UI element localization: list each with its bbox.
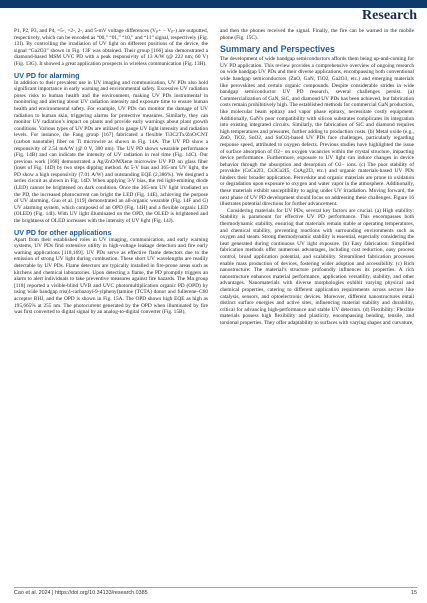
header-bar bbox=[0, 0, 427, 8]
paragraph-continued-right: and then the phones received the signal. Finally, the fire can be warned in the mobile phone (Fig. 15C). bbox=[220, 28, 414, 41]
page-number: 15 bbox=[411, 590, 417, 596]
journal-name: Research bbox=[362, 8, 417, 23]
heading-uv-pd-alarming: UV PD for alarming bbox=[14, 70, 80, 80]
heading-uv-pd-other: UV PD for other applications bbox=[14, 227, 112, 237]
paragraph-alarming: In addition to their prevalent use in UV imaging and communication, UV PDs also hold significant importance in early warning and environmental safety. Excessive UV radiation poses risks to human health and the environment, making UV PDs instrumental in monitoring and alerting about UV radiation intensity and exposure time to ensure human health and environmental safety. For example, UV PDs can monitor the damage of UV radiation to human skin, triggering alarms for protective measures. Similarly, they can monitor UV radiation’s impact on plants and provide early warnings about plant growth conditions. Various types of UV PDs are utilized to gauge UV light intensity and radiation levels. For instance, the Fang group [167] fabricated a flexible Ti3C2Tx/ZnO/CNT (carbon nanotube) fiber on Ti microwire as shown in Fig. 14A. The UV PD show a responsivity of 2.54 mA/W (@ 0 V, 300 nm). The UV PD shows wearable performance (Fig. 14B) and can indicate the intensity of UV radiation in real time (Fig. 14C). Our previous work [168] demonstrated a Ag/ZnO/MXene microwire UV PD on glass fiber (inset of Fig. 14D) by two steps dipping method. At 5-V bias and 365-nm UV light, the PD show a high responsivity (7.01 A/W) and outstanding EQE (2,386%). We designed a series circuit as shown in Fig. 14D. When applying 3-V bias, the red light-emitting diode (LED) cannot be brightened on dark condition. Once the 365-nm UV light irradiated on the PD, the increased photocurrent can bright the LED (Fig. 14E), achieving the purpose of UV alarming. Guo et al. [119] demonstrated an all-organic wearable (Fig. 14F and G) UV alarming system, which composed of an OPD (Fig. 14H) and a flexible organic LED (OLED) (Fig. 14I). With UV light illuminated on the OPD, the OLED is brightened and the brightness of OLED increases with the intensity of UV light (Fig. 14J). bbox=[14, 79, 208, 225]
paragraph-summary-2: Considering materials for UV PDs, several key factors are crucial. (a) High stability: Stability is paramount for effective UV PD performance. This encompasses both thermodynamic stability, ensuring that materials remain stable at operating temperatures, and chemical stability, preventing reactions with surrounding environments such as oxygen and steam. Strong thermodynamic stability is essential, especially considering the heat generated during continuous UV light exposure. (b) Easy fabrication: Simplified fabrication methods offer numerous advantages, including cost reduction, easy process control, broad application potential, and scalability. Streamlined fabrication processes enable mass production of devices, fostering wider adoption and accessibility. (c) Rich nanostructure: The material’s structure profoundly influences its properties. A rich nanostructure enhances material performance, application versatility, stability, and other advantages. Nanomaterials with diverse morphologies exhibit varying physical and chemical properties, catering to different application requirements across sectors like catalysis, sensors, and optoelectronic devices. Moreover, different nanostructures entail distinct surface energies and active sites, influencing material stability and durability, critical for advancing high-performance and stable UV detectors. (d) Flexibility: Flexible materials possess high flexibility and plasticity, encompassing bending, tensile, and torsional properties. They offer adaptability to surfaces with varying shapes and curvature, bbox=[220, 207, 414, 326]
footer-citation[interactable]: Cao et al. 2024 | https://doi.org/10.34133/research.0385 bbox=[14, 590, 148, 596]
paragraph-summary-1: The development of wide bandgap semiconductors affords them being up-and-coming for UV PD application. This review provides a comprehensive overview of ongoing research on wide bandgap UV PDs and their diverse applications, encompassing both conventional wide bandgap semiconductors (ZnO, GaN, TiO2, Ga2O3, etc.) and emerging materials like perovskites and certain organic compounds. Despite considerable strides in wide bandgap semiconductor UV PD research, several challenges persist. (a) Commercialization of GaN, SiC, and diamond UV PDs has been achieved, but fabrication costs remain prohibitively high. The established methods for commercial GaN production, like molecular beam epitaxy and vapor phase epitaxy, necessitate costly equipment. Additionally, GaN’s poor compatibility with silicon substrates complicates its integration into existing integrated circuits. Similarly, the fabrication of SiC and diamond requires high temperatures and pressures, further adding to production costs. (b) Metal oxide (e.g., ZnO, TiO2, SnO2, and SnO2)-based UV PDs face challenges, particularly regarding response speed, attributed to oxygen defects. Previous studies have highlighted the issue of surface absorption of O2− on oxygen vacancies within the crystal structure, impacting device performance. Furthermore, exposure to UV light can induce changes in device behavior through the absorption and desorption of O2− ions. (c) The poor stability of provskite (CsCu2I3, Cs3Cu2I5, CsAg2I3, etc.) and organic materials-based UV PDs hinders their broader application. Perovskite and organic materials are prone to oxidation or degradation upon exposure to oxygen and water vapor in the atmosphere. Additionally, these materials exhibit susceptibility to aging under UV irradiation. Moving forward, the next phase of UV PD development should focus on addressing these challenges. Figure 16 illustrates potential directions for further advancement. bbox=[220, 56, 414, 208]
page-footer bbox=[14, 590, 417, 599]
paragraph-continued: P1, P2, P3, and P4, =5-, =2-, 2-, and 5-mV voltage differences (Vₚ+ − Vₚ-) are outputted, respectively, which can be encoded as “00,” “01,” “10,” and “11” signal, respectively (Fig. 13I). By controlling the irradiation of UV light on different positions of the device, the signal “Ga2O3” shown in Fig. 13F was obtained. Their group [166] also demonstrated a diamond-based MSM UVC PD with a peak responsivity of 13 A/W (@ 222 nm; 60 V) (Fig. 13G). It showed a great application prospects in wireless communication (Fig. 13H). bbox=[14, 28, 208, 67]
paragraph-other-applications: Apart from their established roles in UV imaging, communication, and early warning systems, UV PDs find extensive utility in high-voltage leakage detection and fire early warning applications [118,169]. UV PDs serve as effective flame detectors due to the emission of strong UV light during combustion. These short UV wavelengths are readily detectable by UV PDs. Flame detectors are typically installed in fire-prone areas such as kitchens and chemical laboratories. Upon detecting a flame, the PD promptly triggers an alarm to alert individuals to take preventive measures against fire hazards. The Ma group [118] reported a visible-blind UVB and UVC photomultiplication organic PD (OPD) by using wide bandgap tris(4-carbazoyl-9-ylphenyl)amine (TCTA) donor and fullerene–C60 acceptor BHJ, and the OPD is shown in Fig. 15A. The OPD shows high EQE as high as 195,665% at 255 nm. The photocurrent generated by the OPD when illuminated by fire was first converted to digital signal by an analog-to-digital converter (Fig. 15B), bbox=[14, 236, 208, 316]
footer-divider bbox=[14, 587, 417, 588]
right-column bbox=[220, 28, 414, 327]
heading-summary-perspectives: Summary and Perspectives bbox=[220, 44, 335, 55]
left-column bbox=[14, 28, 208, 316]
